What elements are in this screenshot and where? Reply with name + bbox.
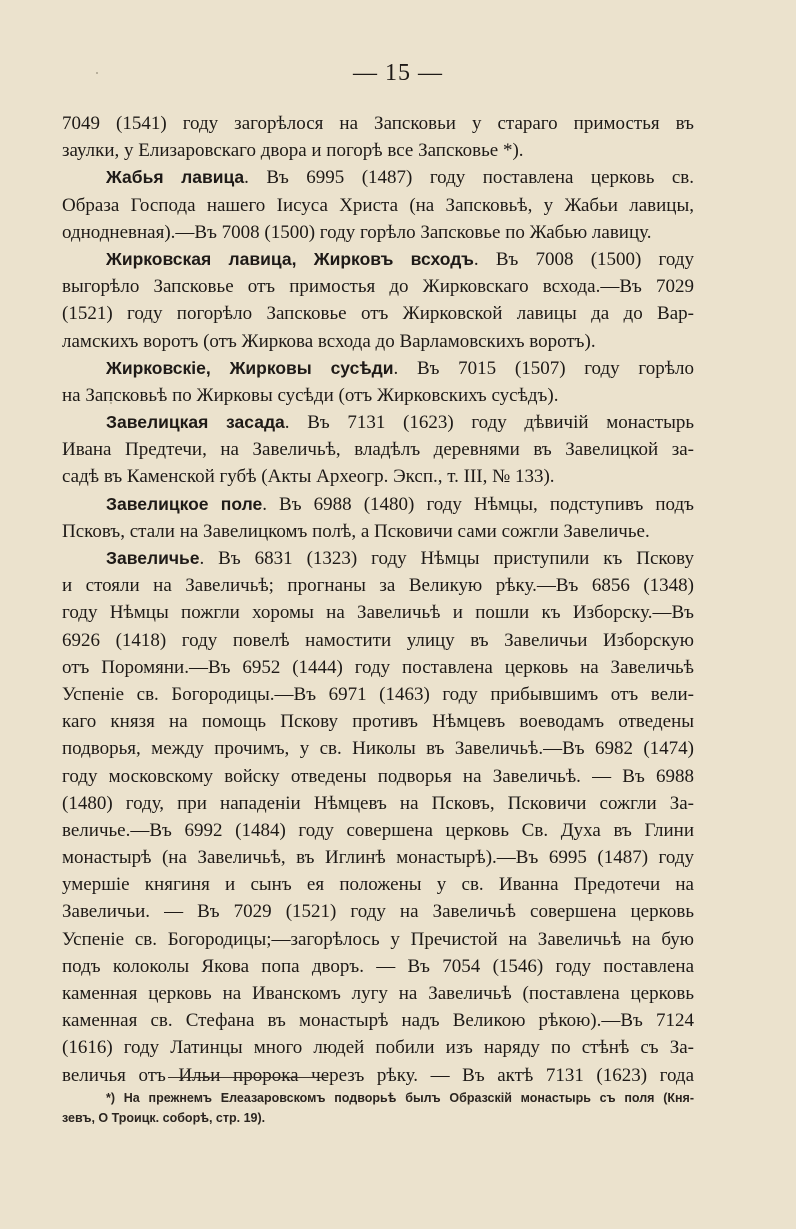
text-run: умершіе княгиня и сынъ ея положены у св. Иванна Предотечи на <box>62 874 694 896</box>
text-run: . Въ 6995 (1487) году поставлена церковь св. <box>244 167 694 189</box>
text-line <box>62 246 694 273</box>
text-line <box>62 790 694 817</box>
entry-heading: Завеличье <box>106 548 200 568</box>
entry-heading: Завелицкая засада <box>106 412 285 433</box>
text-line <box>62 545 694 572</box>
text-run: отъ Поромяни.—Въ 6952 (1444) году поставлена церковь на Завеличьѣ <box>62 656 694 678</box>
text-run: году московскому войску отведены подворья на Завеличьѣ. — Въ 6988 <box>62 765 694 787</box>
text-line <box>62 382 694 409</box>
text-run: . Въ 6831 (1323) году Нѣмцы приступили къ Пскову <box>199 548 694 569</box>
text-line <box>62 518 694 545</box>
text-line <box>62 871 694 898</box>
footnote-line: зевъ, О Троицк. соборѣ, стр. 19). <box>62 1111 266 1125</box>
text-run: Ивана Предтечи, на Завеличьѣ, владѣлъ деревнями въ Завелицкой за- <box>62 439 694 461</box>
text-line <box>62 627 694 654</box>
text-line <box>62 436 694 463</box>
text-line <box>62 572 694 599</box>
text-line <box>62 763 694 790</box>
text-line <box>62 164 694 191</box>
text-run: каменная св. Стефана въ монастырѣ надъ Великою рѣкою).—Въ 7124 <box>62 1010 694 1032</box>
text-line <box>62 463 694 490</box>
text-run: и стояли на Завеличьѣ; прогнаны за Великую рѣку.—Въ 6856 (1348) <box>62 575 694 597</box>
text-run: величье.—Въ 6992 (1484) году совершена церковь Св. Духа въ Глини <box>62 819 694 841</box>
text-line <box>62 953 694 980</box>
text-run: Завеличьи. — Въ 7029 (1521) году на Завеличьѣ совершена церковь <box>62 901 694 923</box>
text-run: 6926 (1418) году повелѣ намостити улицу въ Завеличьи Изборскую <box>62 629 694 651</box>
text-line <box>62 273 694 300</box>
text-line <box>62 844 694 871</box>
text-run: . Въ 7131 (1623) году дѣвичій монастырь <box>284 412 695 434</box>
entry-heading: Завелицкое поле <box>106 493 263 514</box>
text-run: Псковъ, стали на Завелицкомъ полѣ, а Псковичи сами сожгли Завеличье. <box>62 520 650 542</box>
text-line <box>62 328 694 355</box>
text-line <box>62 926 694 953</box>
footnote <box>62 1088 694 1128</box>
text-run: заулки, у Елизаровскаго двора и погорѣ все Запсковье *). <box>62 140 524 162</box>
text-run: подъ колоколы Якова попа дворъ. — Въ 7054 (1546) году поставлена <box>62 955 694 977</box>
body-text <box>62 110 694 1089</box>
text-run: каменная церковь на Иванскомъ лугу на Завеличьѣ (поставлена церковь <box>62 983 694 1004</box>
text-line <box>62 654 694 681</box>
text-line <box>62 898 694 925</box>
text-line <box>62 1062 694 1089</box>
text-line <box>62 300 694 327</box>
text-line <box>62 708 694 735</box>
text-run: каго князя на помощь Пскову противъ Нѣмцевъ воеводамъ отведены <box>62 711 694 733</box>
text-run: 7049 (1541) году загорѣлося на Запсковьи у стараго примостья въ <box>62 113 694 134</box>
entry-heading: Жирковскіе, Жирковы сусѣди <box>106 357 394 378</box>
entry-heading: Жабья лавица <box>106 167 245 188</box>
text-run: . Въ 7008 (1500) году <box>473 248 694 270</box>
text-run: подворья, между прочимъ, у св. Николы въ Завеличьѣ.—Въ 6982 (1474) <box>62 738 694 760</box>
text-line <box>62 192 694 219</box>
text-line <box>62 1034 694 1061</box>
text-run: на Запсковьѣ по Жирковы сусѣди (отъ Жирковскихъ сусѣдъ). <box>62 384 559 406</box>
text-run: (1521) году погорѣло Запсковье отъ Жирковской лавицы да до Вар- <box>62 303 694 325</box>
text-line <box>62 110 694 137</box>
text-run: Успеніе св. Богородицы.—Въ 6971 (1463) году прибывшимъ отъ вели- <box>62 683 694 705</box>
page-number: — 15 — <box>353 60 443 86</box>
text-run: (1616) году Латинцы много людей побили изъ наряду по стѣнѣ съ За- <box>62 1037 694 1059</box>
text-run: . Въ 6988 (1480) году Нѣмцы, подступивъ подъ <box>262 493 694 515</box>
entry-heading: Жирковская лавица, Жирковъ всходъ <box>106 248 474 269</box>
text-run: величья отъ Ильи пророка черезъ рѣку. — Въ актѣ 7131 (1623) года <box>62 1064 694 1086</box>
text-line <box>62 219 694 246</box>
footnote-divider <box>168 1077 328 1078</box>
text-run: году Нѣмцы пожгли хоромы на Завеличьѣ и пошли къ Изборску.—Въ <box>62 602 694 624</box>
text-line <box>62 409 694 436</box>
text-line <box>62 491 694 518</box>
footnote-line: *) На прежнемъ Елеазаровскомъ подворьѣ былъ Образскій монастырь съ поля (Кня- <box>106 1091 694 1105</box>
text-line <box>62 355 694 382</box>
text-run: Успеніе св. Богородицы;—загорѣлось у Пречистой на Завеличьѣ на бую <box>62 928 694 950</box>
text-run: Образа Господа нашего Іисуса Христа (на Запсковьѣ, у Жабьи лавицы, <box>62 194 694 216</box>
text-run: монастырѣ (на Завеличьѣ, въ Иглинѣ монастырѣ).—Въ 6995 (1487) году <box>62 847 694 869</box>
text-run: выгорѣло Запсковье отъ примостья до Жирковскаго всхода.—Въ 7029 <box>62 276 694 298</box>
text-line <box>62 1007 694 1034</box>
text-run: садѣ въ Каменской губѣ (Акты Археогр. Эксп., т. III, № 133). <box>62 466 555 488</box>
text-line <box>62 817 694 844</box>
text-run: (1480) году, при нападеніи Нѣмцевъ на Псковъ, Псковичи сожгли За- <box>62 792 694 814</box>
text-line <box>62 980 694 1007</box>
text-run: ламскихъ воротъ (отъ Жиркова всхода до Варламовскихъ воротъ). <box>62 330 596 352</box>
text-line <box>62 137 694 164</box>
text-line <box>62 681 694 708</box>
text-run: . Въ 7015 (1507) году горѣло <box>393 357 694 379</box>
text-line <box>62 599 694 626</box>
text-run: однодневная).—Въ 7008 (1500) году горѣло Запсковье по Жабью лавицу. <box>62 221 652 243</box>
text-line <box>62 735 694 762</box>
